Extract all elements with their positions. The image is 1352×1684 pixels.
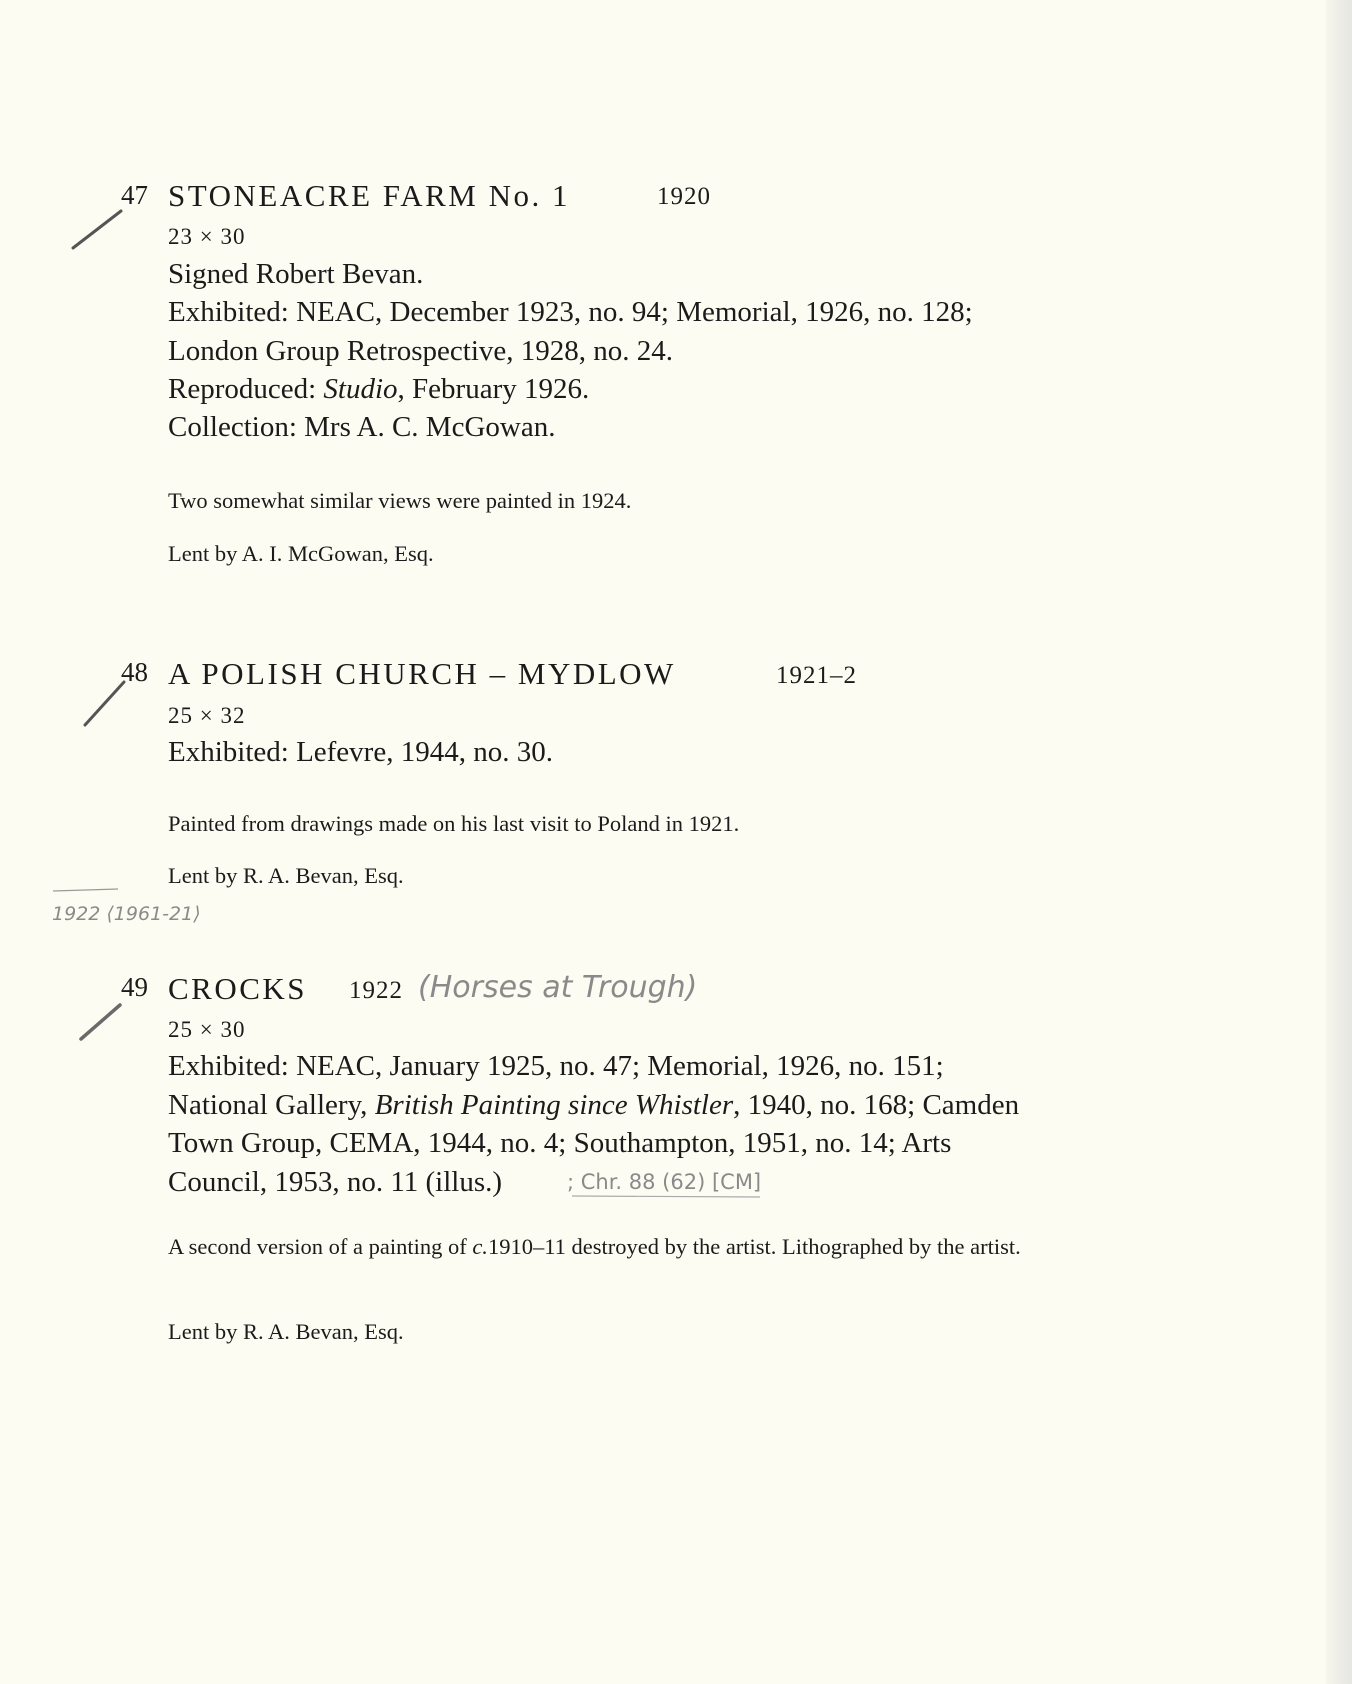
check-mark-47 (73, 211, 121, 248)
handwritten-reference: ; Chr. 88 (62) [CM] (567, 1170, 762, 1194)
entry-dimensions: 23 × 30 (168, 224, 246, 249)
note-text: A second version of a painting of (168, 1234, 473, 1259)
check-mark-49 (81, 1005, 120, 1039)
entry-note (168, 1232, 1113, 1262)
publication-title: Studio (323, 373, 398, 405)
entry-exhibited: Exhibited: NEAC, December 1923, no. 94; Memorial, 1926, no. 128; (168, 296, 973, 328)
entry-year: 1921–2 (776, 662, 857, 689)
entry-dimensions: 25 × 30 (168, 1017, 246, 1042)
entry-number: 47 (121, 180, 148, 210)
entry-signed: Signed Robert Bevan. (168, 258, 424, 290)
reproduced-label: Reproduced: (168, 373, 324, 405)
entry-collection: Collection: Mrs A. C. McGowan. (168, 411, 556, 443)
entry-number: 49 (121, 972, 148, 1002)
check-mark-48 (85, 682, 124, 725)
exhibited-details: , 1940, no. 168; Camden (733, 1089, 1020, 1121)
entry-exhibited: Exhibited: Lefevre, 1944, no. 30. (168, 736, 553, 768)
pencil-underline (572, 1196, 760, 1197)
handwritten-alt-title: (Horses at Trough) (418, 970, 698, 1005)
entry-lender: Lent by A. I. McGowan, Esq. (168, 541, 434, 566)
entry-dimensions: 25 × 32 (168, 703, 246, 728)
handwritten-date-note: 1922 ⟨1961-21⟩ (52, 903, 201, 925)
entry-exhibited-cont: Town Group, CEMA, 1944, no. 4; Southampton, 1951, no. 14; Arts (168, 1127, 952, 1159)
note-text: 1910–11 destroyed by the artist. Lithographed by the artist. (487, 1234, 1021, 1259)
entry-year: 1922 (349, 977, 403, 1004)
entry-lender: Lent by R. A. Bevan, Esq. (168, 1319, 404, 1344)
pencil-overline (53, 889, 118, 891)
entry-lender: Lent by R. A. Bevan, Esq. (168, 863, 404, 888)
entry-exhibited: Exhibited: NEAC, January 1925, no. 47; Memorial, 1926, no. 151; (168, 1050, 944, 1082)
reproduced-date: , February 1926. (397, 373, 590, 405)
entry-number: 48 (121, 657, 148, 687)
entry-exhibited-cont: London Group Retrospective, 1928, no. 24. (168, 335, 674, 367)
entry-note: Painted from drawings made on his last visit to Poland in 1921. (168, 811, 740, 836)
entry-exhibited-cont (168, 1089, 1019, 1122)
entry-year: 1920 (657, 183, 711, 210)
entry-title: CROCKS (168, 971, 308, 1006)
exhibited-venue: National Gallery, (168, 1089, 375, 1121)
entry-note: Two somewhat similar views were painted in 1924. (168, 488, 632, 513)
entry-title: STONEACRE FARM No. 1 (168, 178, 570, 213)
exhibition-title: British Painting since Whistler (374, 1089, 734, 1121)
circa-abbrev: c. (472, 1234, 488, 1259)
entry-reproduced (168, 373, 589, 406)
entry-title: A POLISH CHURCH – MYDLOW (168, 656, 676, 691)
entry-exhibited-cont: Council, 1953, no. 11 (illus.) (168, 1166, 503, 1198)
